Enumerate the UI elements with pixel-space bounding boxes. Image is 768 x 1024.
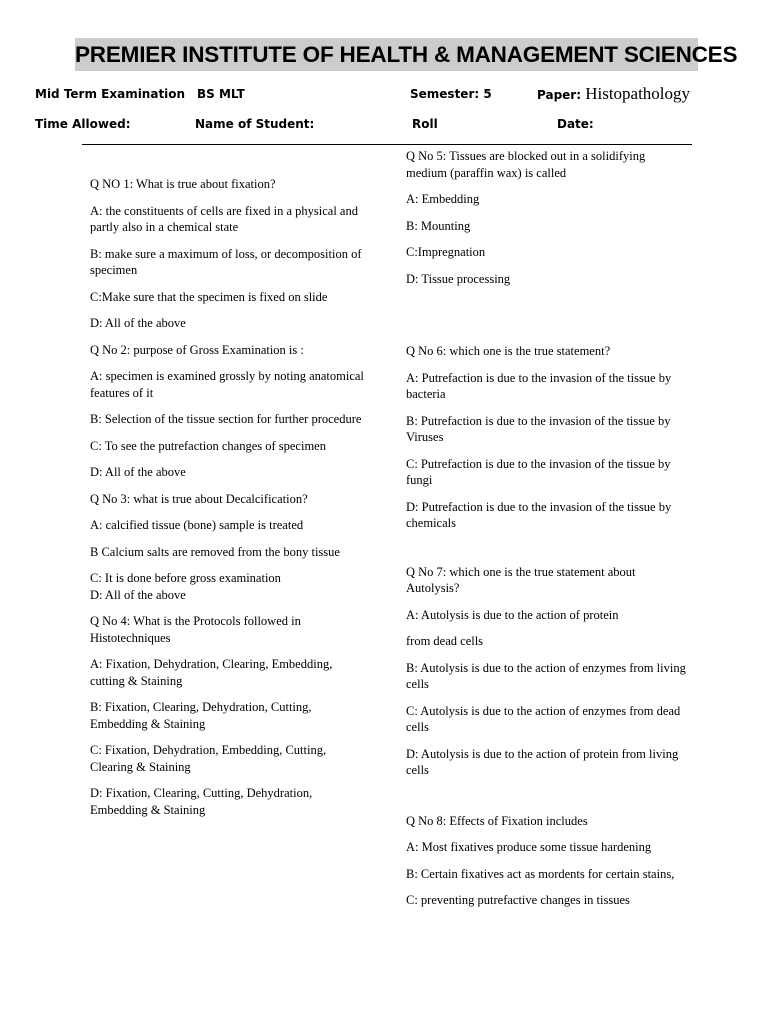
option: B: Mounting <box>406 218 471 233</box>
paper-label: Paper: <box>537 88 582 102</box>
time-allowed-label: Time Allowed: <box>35 117 131 131</box>
option: D: All of the above <box>90 587 186 602</box>
option: A: Embedding <box>406 192 480 206</box>
option: B: Selection of the tissue section for further procedure <box>90 412 362 426</box>
option: C: Autolysis is due to the action of enzymes from dead cells <box>406 703 681 734</box>
option: D: All of the above <box>90 316 186 330</box>
question-8: Q No 8: Effects of Fixation includes <box>406 813 588 828</box>
exam-type: Mid Term Examination <box>35 87 186 101</box>
option: D: Autolysis is due to the action of protein from living cells <box>406 746 679 777</box>
option: B: Fixation, Clearing, Dehydration, Cutting, Embedding & Staining <box>90 700 312 731</box>
option: B: make sure a maximum of loss, or decomposition of specimen <box>90 246 362 277</box>
left-column <box>90 176 370 828</box>
option: C: It is done before gross examination <box>90 571 281 585</box>
option: D: All of the above <box>90 465 186 479</box>
question-2: Q No 2: purpose of Gross Examination is : <box>90 342 304 357</box>
question-3: Q No 3: what is true about Decalcification? <box>90 491 308 506</box>
option: B Calcium salts are removed from the bony tissue <box>90 544 340 559</box>
option: B: Autolysis is due to the action of enzymes from living cells <box>406 660 686 691</box>
option: D: Fixation, Clearing, Cutting, Dehydration, Embedding & Staining <box>90 786 313 817</box>
institute-title: PREMIER INSTITUTE OF HEALTH & MANAGEMENT SCIENCES <box>75 38 698 71</box>
option: A: the constituents of cells are fixed in a physical and partly also in a chemical state <box>90 203 358 234</box>
option: A: Fixation, Dehydration, Clearing, Embedding, cutting & Staining <box>90 657 333 688</box>
student-name-label: Name of Student: <box>195 117 315 131</box>
option: B: Certain fixatives act as mordents for certain stains, <box>406 866 675 881</box>
option: C: Fixation, Dehydration, Embedding, Cutting, Clearing & Staining <box>90 743 327 774</box>
option: C:Impregnation <box>406 245 486 259</box>
option: C: To see the putrefaction changes of specimen <box>90 438 326 453</box>
option-continued: from dead cells <box>406 634 484 648</box>
question-6: Q No 6: which one is the true statement? <box>406 344 611 358</box>
option: C: Putrefaction is due to the invasion of the tissue by fungi <box>406 456 671 487</box>
question-5: Q No 5: Tissues are blocked out in a solidifying medium (paraffin wax) is called <box>406 149 646 180</box>
option: C:Make sure that the specimen is fixed on slide <box>90 289 328 304</box>
option: A: Most fixatives produce some tissue hardening <box>406 840 652 854</box>
paper-value: Histopathology <box>585 84 691 103</box>
option: A: specimen is examined grossly by noting anatomical features of it <box>90 369 364 400</box>
semester-label: Semester: 5 <box>410 87 492 101</box>
option: B: Putrefaction is due to the invasion of the tissue by Viruses <box>406 413 671 444</box>
right-column <box>406 148 686 919</box>
paper-field <box>537 84 690 104</box>
date-label: Date: <box>557 117 594 131</box>
roll-label: Roll <box>412 117 438 131</box>
question-1: Q NO 1: What is true about fixation? <box>90 177 276 191</box>
header-divider <box>82 144 692 145</box>
option: A: calcified tissue (bone) sample is treated <box>90 518 304 532</box>
question-4: Q No 4: What is the Protocols followed in Histotechniques <box>90 614 301 645</box>
option: C: preventing putrefactive changes in tissues <box>406 893 630 907</box>
program-name: BS MLT <box>197 87 245 101</box>
question-7: Q No 7: which one is the true statement about Autolysis? <box>406 564 636 595</box>
option: A: Autolysis is due to the action of protein <box>406 607 619 622</box>
option: D: Putrefaction is due to the invasion of the tissue by chemicals <box>406 499 672 530</box>
option: A: Putrefaction is due to the invasion of the tissue by bacteria <box>406 370 672 401</box>
option: D: Tissue processing <box>406 271 511 286</box>
